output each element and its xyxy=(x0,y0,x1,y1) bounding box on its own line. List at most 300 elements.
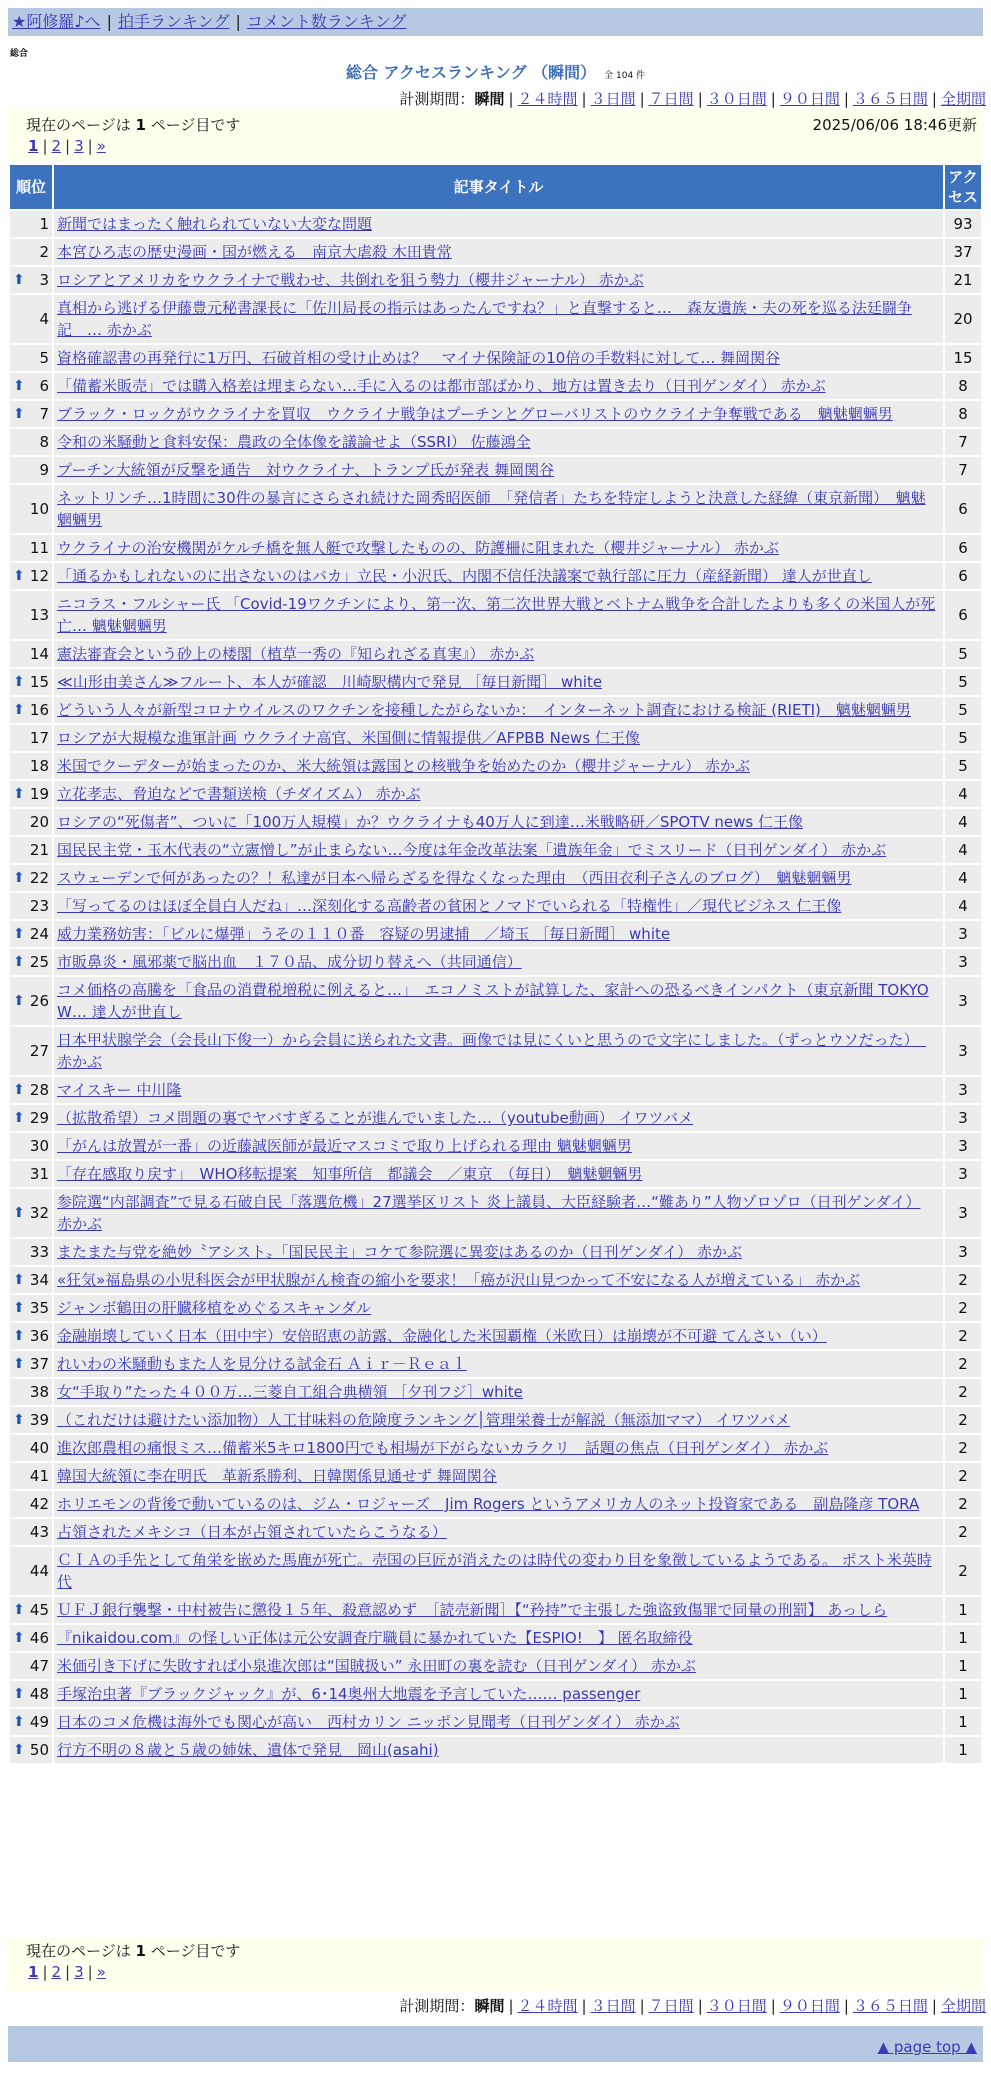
title-column-header: 記事タイトル xyxy=(54,165,943,209)
article-title-link[interactable]: スウェーデンで何があったの？！私達が日本へ帰らざるを得なくなった理由 （西田衣利子さんのブログ） 魑魅魍魎男 xyxy=(57,869,852,887)
access-count: 3 xyxy=(945,949,981,975)
page-top-link[interactable]: ▲ page top ▲ xyxy=(877,2038,977,2056)
rank-cell xyxy=(10,267,52,293)
up-arrow-icon: ⬆ xyxy=(13,1328,25,1344)
table-row xyxy=(10,1519,981,1545)
page-separator: | xyxy=(87,137,93,155)
rank-cell xyxy=(10,1547,52,1595)
article-title-link[interactable]: （拡散希望）コメ問題の裏でヤバすぎることが進んでいました…（youtube動画） イワツバメ xyxy=(57,1109,694,1127)
access-count: 2 xyxy=(945,1547,981,1595)
rank-cell xyxy=(10,345,52,371)
title-cell xyxy=(54,1519,943,1545)
article-title-link[interactable]: ウクライナの治安機関がケルチ橋を無人艇で攻撃したものの、防護柵に阻まれた（櫻井ジャーナル） 赤かぶ xyxy=(57,539,779,557)
rank-number: 11 xyxy=(29,539,49,557)
table-row xyxy=(10,373,981,399)
access-count: 6 xyxy=(945,591,981,639)
rank-number: 47 xyxy=(29,1657,49,1675)
rank-cell xyxy=(10,239,52,265)
article-title-link[interactable]: ＣＩＡの手先として角栄を嵌めた馬鹿が死亡。売国の巨匠が消えたのは時代の変わり目を象徴しているようである。 ポスト米英時代 xyxy=(57,1551,932,1591)
article-title-link[interactable]: ≪山形由美さん≫フルート、本人が確認 川崎駅構内で発見 ［毎日新聞］ white xyxy=(57,673,603,691)
access-count: 1 xyxy=(945,1653,981,1679)
access-count: 2 xyxy=(945,1323,981,1349)
access-count: 8 xyxy=(945,401,981,427)
up-arrow-icon: ⬆ xyxy=(13,702,25,718)
period-link[interactable]: ２４時間 xyxy=(517,90,578,108)
article-title-link[interactable]: コメ価格の高騰を「食品の消費税増税に例えると…」 エコノミストが試算した、家計への恐るべきインパクト（東京新聞 TOKYO W… 達人が世直し xyxy=(57,981,929,1021)
access-count: 15 xyxy=(945,345,981,371)
period-link[interactable]: ３６５日間 xyxy=(852,90,928,108)
article-title-link[interactable]: またまた与党を絶妙〝アシスト〟「国民民主」コケて参院選に異変はあるのか（日刊ゲンダイ） 赤かぶ xyxy=(57,1243,743,1261)
article-title-link[interactable]: ジャンボ鶴田の肝臓移植をめぐるスキャンダル xyxy=(57,1299,372,1317)
rank-number: 25 xyxy=(29,953,49,971)
rank-number: 16 xyxy=(29,701,49,719)
access-count: 3 xyxy=(945,1189,981,1237)
rank-number: 39 xyxy=(29,1411,49,1429)
up-arrow-icon: ⬆ xyxy=(13,1300,25,1316)
page-links xyxy=(28,137,106,155)
rank-cell xyxy=(10,893,52,919)
title-cell xyxy=(54,457,943,483)
up-arrow-icon: ⬆ xyxy=(13,406,25,422)
period-separator: | xyxy=(639,90,645,108)
title-cell xyxy=(54,1625,943,1651)
table-row xyxy=(10,641,981,667)
table-row xyxy=(10,1653,981,1679)
rank-number: 49 xyxy=(29,1713,49,1731)
title-cell xyxy=(54,921,943,947)
rank-number: 41 xyxy=(29,1467,49,1485)
rank-number: 7 xyxy=(39,405,49,423)
table-row xyxy=(10,809,981,835)
rank-cell xyxy=(10,1519,52,1545)
up-arrow-icon: ⬆ xyxy=(13,1714,25,1730)
period-link[interactable]: ９０日間 xyxy=(779,90,840,108)
rank-cell xyxy=(10,865,52,891)
article-title-link[interactable]: 国民民主党・玉木代表の“立憲憎し”が止まらない…今度は年金改革法案「遺族年金」でミスリード（日刊ゲンダイ） 赤かぶ xyxy=(57,841,887,859)
article-title-link[interactable]: 米国でクーデターが始まったのか、米大統領は露国との核戦争を始めたのか（櫻井ジャーナル） 赤かぶ xyxy=(57,757,750,775)
period-link[interactable]: ３０日間 xyxy=(706,1997,767,2015)
rank-cell xyxy=(10,697,52,723)
article-title-link[interactable]: 憲法審査会という砂上の楼閣（植草一秀の『知られざる真実』） 赤かぶ xyxy=(57,645,535,663)
table-row xyxy=(10,1105,981,1131)
page-link-current[interactable]: 1 xyxy=(28,137,39,155)
table-row xyxy=(10,1597,981,1623)
article-title-link[interactable]: れいわの米騒動もまた人を見分ける試金石 Ａｉｒ－Ｒｅａｌ xyxy=(57,1355,467,1373)
rank-column-header: 順位 xyxy=(10,165,52,209)
article-title-link[interactable]: 資格確認書の再発行に1万円、石破首相の受け止めは？ マイナ保険証の10倍の手数料に対して… 舞岡関谷 xyxy=(57,349,781,367)
article-title-link[interactable]: 米価引き下げに失敗すれば小泉進次郎は“国賊扱い” 永田町の裏を読む（日刊ゲンダイ） 赤かぶ xyxy=(57,1657,696,1675)
rank-number: 9 xyxy=(39,461,49,479)
access-count: 6 xyxy=(945,563,981,589)
article-title-link[interactable]: 「備蓄米販売」では購入格差は埋まらない…手に入るのは都市部ばかり、地方は置き去り（日刊ゲンダイ） 赤かぶ xyxy=(57,377,826,395)
article-title-link[interactable]: マイスキー 中川隆 xyxy=(57,1081,182,1099)
rank-number: 23 xyxy=(29,897,49,915)
up-arrow-icon: ⬆ xyxy=(13,568,25,584)
table-row xyxy=(10,1077,981,1103)
period-separator: | xyxy=(697,90,703,108)
rank-number: 50 xyxy=(29,1741,49,1759)
rank-number: 33 xyxy=(29,1243,49,1261)
rank-cell xyxy=(10,1189,52,1237)
table-row xyxy=(10,781,981,807)
article-title-link[interactable]: 『nikaidou.com』の怪しい正体は元公安調査庁職員に暴かれていた【ESPIO! 】 匿名取締役 xyxy=(57,1629,693,1647)
access-count: 3 xyxy=(945,1077,981,1103)
category-label: 総合 xyxy=(10,49,29,59)
rank-number: 2 xyxy=(39,243,49,261)
table-row xyxy=(10,1463,981,1489)
period-separator: | xyxy=(581,1997,587,2015)
access-count: 2 xyxy=(945,1407,981,1433)
title-cell xyxy=(54,725,943,751)
rank-cell xyxy=(10,1077,52,1103)
title-cell xyxy=(54,809,943,835)
article-title-link[interactable]: «狂気»福島県の小児科医会が甲状腺がん検査の縮小を要求！「癌が沢山見つかって不安になる人が増えている」 赤かぶ xyxy=(57,1271,861,1289)
access-count: 4 xyxy=(945,781,981,807)
rank-cell xyxy=(10,1625,52,1651)
up-arrow-icon: ⬆ xyxy=(13,1412,25,1428)
page-link[interactable]: 3 xyxy=(74,1963,84,1981)
rank-cell xyxy=(10,921,52,947)
comment-ranking-link[interactable]: コメント数ランキング xyxy=(246,12,407,31)
title-cell xyxy=(54,697,943,723)
table-row xyxy=(10,1267,981,1293)
rank-number: 32 xyxy=(29,1204,49,1222)
title-cell xyxy=(54,1681,943,1707)
table-row xyxy=(10,1435,981,1461)
rank-number: 6 xyxy=(39,377,49,395)
rank-cell xyxy=(10,1653,52,1679)
period-link[interactable]: ７日間 xyxy=(648,90,694,108)
access-count: 4 xyxy=(945,865,981,891)
rank-cell xyxy=(10,1295,52,1321)
page-separator: | xyxy=(87,1963,93,1981)
period-separator: | xyxy=(770,90,776,108)
access-count: 3 xyxy=(945,1161,981,1187)
period-link[interactable]: 全期間 xyxy=(940,1997,986,2015)
rank-cell xyxy=(10,753,52,779)
article-title-link[interactable]: 「写ってるのはほぼ全員白人だね」…深刻化する高齢者の貧困とノマドでいられる「特権性」／現代ビジネス 仁王像 xyxy=(57,897,842,915)
article-title-link[interactable]: 立花孝志、脅迫などで書類送検（チダイズム） 赤かぶ xyxy=(57,785,421,803)
title-cell xyxy=(54,1161,943,1187)
article-title-link[interactable]: プーチン大統領が反撃を通告 対ウクライナ、トランプ氏が発表 舞岡関谷 xyxy=(57,461,555,479)
access-count: 8 xyxy=(945,373,981,399)
rank-cell xyxy=(10,1161,52,1187)
page-link[interactable]: 3 xyxy=(74,137,84,155)
article-title-link[interactable]: ＵＦＪ銀行襲撃・中村被告に懲役１５年、殺意認めず ［読売新聞］【“矜持”で主張した強盗致傷罪で同量の刑罰】 あっしら xyxy=(57,1601,888,1619)
access-count: 5 xyxy=(945,753,981,779)
access-count: 1 xyxy=(945,1681,981,1707)
access-count: 4 xyxy=(945,893,981,919)
rank-number: 34 xyxy=(29,1271,49,1289)
access-count: 93 xyxy=(945,211,981,237)
access-count: 2 xyxy=(945,1463,981,1489)
table-row xyxy=(10,697,981,723)
period-current: 瞬間 xyxy=(474,90,505,108)
rank-number: 1 xyxy=(39,215,49,233)
rank-number: 4 xyxy=(39,310,49,328)
table-row xyxy=(10,429,981,455)
title-cell xyxy=(54,1491,943,1517)
rank-cell xyxy=(10,591,52,639)
rank-cell xyxy=(10,1239,52,1265)
up-arrow-icon: ⬆ xyxy=(13,1356,25,1372)
rank-number: 18 xyxy=(29,757,49,775)
access-count: 7 xyxy=(945,429,981,455)
up-arrow-icon: ⬆ xyxy=(13,674,25,690)
access-count: 1 xyxy=(945,1597,981,1623)
current-page-text: 現在のページは 1 ページ目です xyxy=(26,116,241,134)
title-cell xyxy=(54,485,943,533)
period-label: 計測期間： xyxy=(399,1997,475,2015)
rank-number: 20 xyxy=(29,813,49,831)
table-row xyxy=(10,1351,981,1377)
article-title-link[interactable]: 市販鼻炎・風邪薬で脳出血 １７０品、成分切り替えへ（共同通信） xyxy=(57,953,522,971)
rank-cell xyxy=(10,837,52,863)
title-cell xyxy=(54,1547,943,1595)
up-arrow-icon: ⬆ xyxy=(13,786,25,802)
access-column-header: アクセス xyxy=(945,165,981,209)
up-arrow-icon: ⬆ xyxy=(13,1602,25,1618)
rank-number: 12 xyxy=(29,567,49,585)
rank-number: 19 xyxy=(29,785,49,803)
access-count: 7 xyxy=(945,457,981,483)
up-arrow-icon: ⬆ xyxy=(13,1205,25,1221)
title-cell xyxy=(54,1653,943,1679)
period-link[interactable]: ７日間 xyxy=(648,1997,694,2015)
up-arrow-icon: ⬆ xyxy=(13,1630,25,1646)
nav-separator: | xyxy=(106,12,112,31)
table-row xyxy=(10,1133,981,1159)
up-arrow-icon: ⬆ xyxy=(13,993,25,1009)
access-count: 3 xyxy=(945,1027,981,1075)
page-link[interactable]: » xyxy=(96,137,106,155)
rank-number: 26 xyxy=(29,992,49,1010)
access-count: 3 xyxy=(945,1239,981,1265)
period-link[interactable]: ３日間 xyxy=(590,90,636,108)
period-separator: | xyxy=(508,1997,514,2015)
period-separator: | xyxy=(931,1997,937,2015)
rank-number: 13 xyxy=(29,606,49,624)
article-title-link[interactable]: 手塚治虫著『ブラックジャック』が、6･14奥州大地震を予言していた…… passenger xyxy=(57,1685,641,1703)
rank-number: 43 xyxy=(29,1523,49,1541)
rank-cell xyxy=(10,1105,52,1131)
title-cell xyxy=(54,1077,943,1103)
period-link[interactable]: ２４時間 xyxy=(517,1997,578,2015)
table-row xyxy=(10,1547,981,1595)
title-cell xyxy=(54,949,943,975)
period-link[interactable]: 全期間 xyxy=(940,90,986,108)
article-title-link[interactable]: 真相から逃げる伊藤豊元秘書課長に「佐川局長の指示はあったんですね？」と直撃すると… 森友遺族・夫の死を巡る法廷闘争記 … 赤かぶ xyxy=(57,299,912,339)
title-cell xyxy=(54,1435,943,1461)
table-row xyxy=(10,1379,981,1405)
rank-number: 37 xyxy=(29,1355,49,1373)
access-count: 1 xyxy=(945,1737,981,1763)
rank-cell xyxy=(10,1709,52,1735)
article-title-link[interactable]: ロシアとアメリカをウクライナで戦わせ、共倒れを狙う勢力（櫻井ジャーナル） 赤かぶ xyxy=(57,271,644,289)
rank-number: 45 xyxy=(29,1601,49,1619)
table-row xyxy=(10,295,981,343)
article-title-link[interactable]: 新聞ではまったく触れられていない大変な問題 xyxy=(57,215,373,233)
table-row xyxy=(10,865,981,891)
title-cell xyxy=(54,239,943,265)
page-link[interactable]: 2 xyxy=(51,137,62,155)
period-link[interactable]: ３６５日間 xyxy=(852,1997,928,2015)
access-count: 5 xyxy=(945,669,981,695)
article-title-link[interactable]: ブラック・ロックがウクライナを買収 ウクライナ戦争はプーチンとグローバリストのウクライナ争奪戦である 魑魅魍魎男 xyxy=(57,405,893,423)
table-row xyxy=(10,211,981,237)
table-row xyxy=(10,893,981,919)
table-row xyxy=(10,239,981,265)
rank-number: 42 xyxy=(29,1495,49,1513)
table-row xyxy=(10,563,981,589)
table-row xyxy=(10,591,981,639)
rank-cell xyxy=(10,809,52,835)
article-title-link[interactable]: 「通るかもしれないのに出さないのはバカ」立民・小沢氏、内閣不信任決議案で執行部に圧力（産経新聞） 達人が世直し xyxy=(57,567,872,585)
article-title-link[interactable]: （これだけは避けたい添加物）人工甘味料の危険度ランキング│管理栄養士が解説（無添加ママ） イワツバメ xyxy=(57,1411,791,1429)
article-title-link[interactable]: ロシアの“死傷者”、ついに「100万人規模」か？ウクライナも40万人に到達…米戦略研／SPOTV news 仁王像 xyxy=(57,813,803,831)
access-count: 2 xyxy=(945,1267,981,1293)
page-separator: | xyxy=(42,137,48,155)
rank-number: 46 xyxy=(29,1629,49,1647)
period-separator: | xyxy=(931,90,937,108)
article-title-link[interactable]: 占領されたメキシコ（日本が占領されていたらこうなる） xyxy=(57,1523,447,1541)
title-cell xyxy=(54,1709,943,1735)
table-row xyxy=(10,921,981,947)
access-count: 2 xyxy=(945,1379,981,1405)
article-title-link[interactable]: 日本甲状腺学会（会長山下俊一）から会員に送られた文書。画像では見にくいと思うので文字にしました。（ずっとウソだった） 赤かぶ xyxy=(57,1031,927,1071)
period-link[interactable]: ３日間 xyxy=(590,1997,636,2015)
access-count: 20 xyxy=(945,295,981,343)
rank-cell xyxy=(10,977,52,1025)
title-cell xyxy=(54,1105,943,1131)
article-title-link[interactable]: ロシアが大規模な進軍計画 ウクライナ高官、米国側に情報提供／AFPBB News 仁王像 xyxy=(57,729,640,747)
up-arrow-icon: ⬆ xyxy=(13,1110,25,1126)
applause-ranking-link[interactable]: 拍手ランキング xyxy=(117,12,230,31)
article-title-link[interactable]: ネットリンチ…1時間に30件の暴言にさらされ続けた岡秀昭医師 「発信者」たちを特定しようと決意した経緯（東京新聞） 魑魅魍魎男 xyxy=(57,489,926,529)
table-row xyxy=(10,267,981,293)
rank-number: 17 xyxy=(29,729,49,747)
title-cell xyxy=(54,669,943,695)
access-count: 2 xyxy=(945,1295,981,1321)
article-title-link[interactable]: 行方不明の８歳と５歳の姉妹、遺体で発見 岡山(asahi) xyxy=(57,1741,439,1759)
page-link[interactable]: » xyxy=(96,1963,106,1981)
article-title-link[interactable]: 本宮ひろ志の歴史漫画・国が燃える 南京大虐殺 木田貴常 xyxy=(57,243,452,261)
up-arrow-icon: ⬆ xyxy=(13,1686,25,1702)
rank-cell xyxy=(10,1597,52,1623)
current-page-text: 現在のページは 1 ページ目です xyxy=(26,1942,241,1960)
article-title-link[interactable]: 「がんは放置が一番」の近藤誠医師が最近マスコミで取り上げられる理由 魑魅魍魎男 xyxy=(57,1137,632,1155)
article-title-link[interactable]: ニコラス・フルシャー氏 「Covid-19ワクチンにより、第一次、第二次世界大戦とベトナム戦争を合計したよりも多くの米国人が死亡… 魑魅魍魎男 xyxy=(57,595,936,635)
nav-separator: | xyxy=(235,12,241,31)
access-count: 1 xyxy=(945,1625,981,1651)
rank-number: 48 xyxy=(29,1685,49,1703)
article-title-link[interactable]: ホリエモンの背後で動いているのは、ジム・ロジャーズ Jim Rogers というアメリカ人のネット投資家である 副島隆彦 TORA xyxy=(57,1495,920,1513)
period-separator: | xyxy=(581,90,587,108)
page-title: 総合 アクセスランキング （瞬間） xyxy=(345,63,597,82)
period-link[interactable]: ９０日間 xyxy=(779,1997,840,2015)
rank-cell xyxy=(10,1267,52,1293)
up-arrow-icon: ⬆ xyxy=(13,870,25,886)
table-row xyxy=(10,753,981,779)
period-link[interactable]: ３０日間 xyxy=(706,90,767,108)
page-links xyxy=(28,1963,106,1981)
page-link-current[interactable]: 1 xyxy=(28,1963,39,1981)
title-cell xyxy=(54,1267,943,1293)
title-cell xyxy=(54,591,943,639)
article-title-link[interactable]: 威力業務妨害：「ビルに爆弾」うその１１０番 容疑の男逮捕 ／埼玉 ［毎日新聞］ white xyxy=(57,925,671,943)
table-row xyxy=(10,1189,981,1237)
table-row xyxy=(10,1625,981,1651)
rank-number: 27 xyxy=(29,1042,49,1060)
title-cell xyxy=(54,1133,943,1159)
table-row xyxy=(10,1737,981,1763)
period-label: 計測期間： xyxy=(399,90,475,108)
access-count: 6 xyxy=(945,535,981,561)
title-cell xyxy=(54,865,943,891)
article-title-link[interactable]: 「存在感取り戻す」 WHO移転提案 知事所信 都議会 ／東京 （毎日） 魑魅魍魎男 xyxy=(57,1165,643,1183)
article-title-link[interactable]: 進次郎農相の痛恨ミス…備蓄米5キロ1800円でも相場が下がらないカラクリ 話題の焦点（日刊ゲンダイ） 赤かぶ xyxy=(57,1439,829,1457)
period-selector-bottom xyxy=(399,1995,986,2016)
article-title-link[interactable]: 令和の米騒動と食料安保：農政の全体像を議論せよ（SSRI） 佐藤鴻全 xyxy=(57,433,531,451)
table-row xyxy=(10,669,981,695)
table-row xyxy=(10,1681,981,1707)
table-row xyxy=(10,1161,981,1187)
table-row xyxy=(10,1295,981,1321)
up-arrow-icon: ⬆ xyxy=(13,1742,25,1758)
rank-cell xyxy=(10,1379,52,1405)
rank-cell xyxy=(10,1133,52,1159)
period-separator: | xyxy=(770,1997,776,2015)
title-cell xyxy=(54,373,943,399)
table-row xyxy=(10,457,981,483)
page-link[interactable]: 2 xyxy=(51,1963,62,1981)
table-row xyxy=(10,485,981,533)
rank-number: 15 xyxy=(29,673,49,691)
up-arrow-icon: ⬆ xyxy=(13,954,25,970)
rank-number: 29 xyxy=(29,1109,49,1127)
rank-number: 14 xyxy=(29,645,49,663)
article-title-link[interactable]: 参院選“内部調査”で見る石破自民「落選危機」27選挙区リスト 炎上議員、大臣経験者…“難あり”人物ゾロゾロ（日刊ゲンダイ） 赤かぶ xyxy=(57,1193,921,1233)
home-link[interactable]: ★阿修羅♪へ xyxy=(12,12,101,31)
rank-cell xyxy=(10,641,52,667)
article-title-link[interactable]: 女“手取り”たった４００万…三菱自工組合典横領 ［夕刊フジ］white xyxy=(57,1383,523,1401)
article-title-link[interactable]: 韓国大統領に李在明氏 革新系勝利、日韓関係見通せず 舞岡関谷 xyxy=(57,1467,497,1485)
article-title-link[interactable]: 日本のコメ危機は海外でも関心が高い 西村カリン ニッポン見聞考（日刊ゲンダイ） 赤かぶ xyxy=(57,1713,680,1731)
rank-number: 40 xyxy=(29,1439,49,1457)
rank-cell xyxy=(10,1435,52,1461)
rank-number: 30 xyxy=(29,1137,49,1155)
access-count: 1 xyxy=(945,1709,981,1735)
table-row xyxy=(10,345,981,371)
rank-cell xyxy=(10,1351,52,1377)
rank-cell xyxy=(10,1407,52,1433)
article-title-link[interactable]: どういう人々が新型コロナウイルスのワクチンを接種したがらないか： インターネット調査における検証 (RIETI) 魑魅魍魎男 xyxy=(57,701,911,719)
rank-number: 22 xyxy=(29,869,49,887)
page-separator: | xyxy=(65,1963,71,1981)
rank-cell xyxy=(10,563,52,589)
rank-cell xyxy=(10,949,52,975)
footer-bar xyxy=(8,2026,983,2062)
title-cell xyxy=(54,267,943,293)
period-separator: | xyxy=(843,1997,849,2015)
rank-cell xyxy=(10,1463,52,1489)
title-cell xyxy=(54,641,943,667)
pager-bottom xyxy=(8,1937,983,1991)
title-cell xyxy=(54,1027,943,1075)
title-cell xyxy=(54,211,943,237)
access-count: 3 xyxy=(945,921,981,947)
article-title-link[interactable]: 金融崩壊していく日本（田中宇）安倍昭恵の訪露、金融化した米国覇権（米欧日）は崩壊が不可避 てんさい（い） xyxy=(57,1327,827,1345)
